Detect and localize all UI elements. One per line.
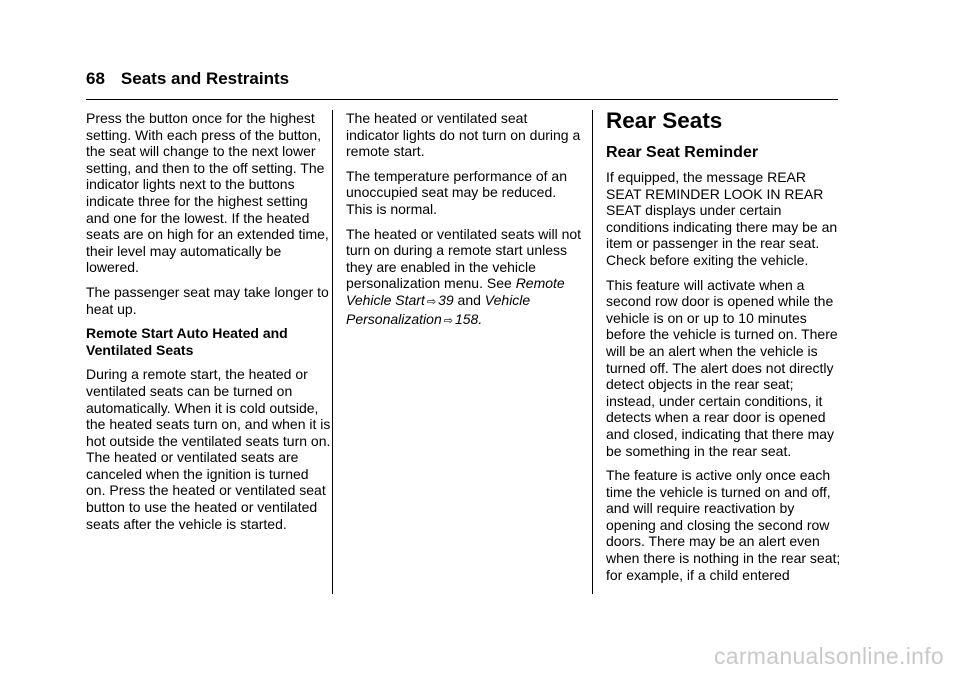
column-1 [86,110,331,540]
column-2 [346,110,582,337]
section-heading-rear-seats: Rear Seats [606,108,723,133]
page-number: 68 [86,69,105,88]
page-header [86,68,289,90]
paragraph: The heated or ventilated seats will not turn on during a remote start unless they are enabled in the vehicle personalization menu. See Remote Vehicle Start ⇨ 39 and Vehicle Personalization ⇨ 158. [346,225,582,327]
column-divider [332,110,333,594]
subheading-rear-seat-reminder: Rear Seat Reminder [606,144,759,161]
paragraph: The heated or ventilated seat indicator lights do not turn on during a remote start. [346,110,581,160]
paragraph: The passenger seat may take longer to heat up. [86,283,329,317]
paragraph: This feature will activate when a second row door is opened while the vehicle is on or up to 10 minutes before the vehicle is turned on. There will be an alert when the vehicle is turned off. The alert does not directly detect objects in the rear seat; instead, under certain conditions, it detects when a rear door is opened and closed, indicating that there may be something in the rear seat. [606,276,838,459]
page-ref-arrow-icon: ⇨ [443,314,453,327]
paragraph: The feature is active only once each time the vehicle is turned on and off, and will require reactivation by opening and closing the second row doors. There may be an alert even when there is nothing in the rear seat; for example, if a child entered [606,467,841,583]
paragraph: If equipped, the message REAR SEAT REMINDER LOOK IN REAR SEAT displays under certain conditions indicating there may be an item or passenger in the rear seat. Check before exiting the vehicle. [606,169,838,268]
header-rule [86,99,838,100]
paragraph: The temperature performance of an unoccupied seat may be reduced. This is normal. [346,167,568,217]
section-title: Seats and Restraints [120,69,290,88]
subheading-remote-start: Remote Start Auto Heated and Ventilated Seats [86,325,288,358]
ref-remote-vehicle-start[interactable]: Remote Vehicle Start ⇨ 39 [346,275,565,308]
page-ref-arrow-icon: ⇨ [426,295,437,308]
column-divider [592,110,593,594]
column-3 [606,107,842,591]
paragraph: During a remote start, the heated or ventilated seats can be turned on automatically. When it is cold outside, the heated seats turn on, and when it is hot outside the ventilated seats turn on. The heated or ventilated seats are canceled when the ignition is turned on. Press the heated or ventilated seat button to use the heated or ventilated seats after the vehicle is started. [86,366,331,532]
ref-vehicle-personalization[interactable]: Vehicle Personalization ⇨ 158 [346,291,531,327]
paragraph: Press the button once for the highest setting. With each press of the button, the seat will change to the next lower setting, and then to the off setting. The indicator lights next to the buttons indicate three for the highest setting and one for the lowest. If the heated seats are on high for an extended time, their level may automatically be lowered. [86,110,329,276]
watermark: carmanualsonline.info [713,643,944,669]
